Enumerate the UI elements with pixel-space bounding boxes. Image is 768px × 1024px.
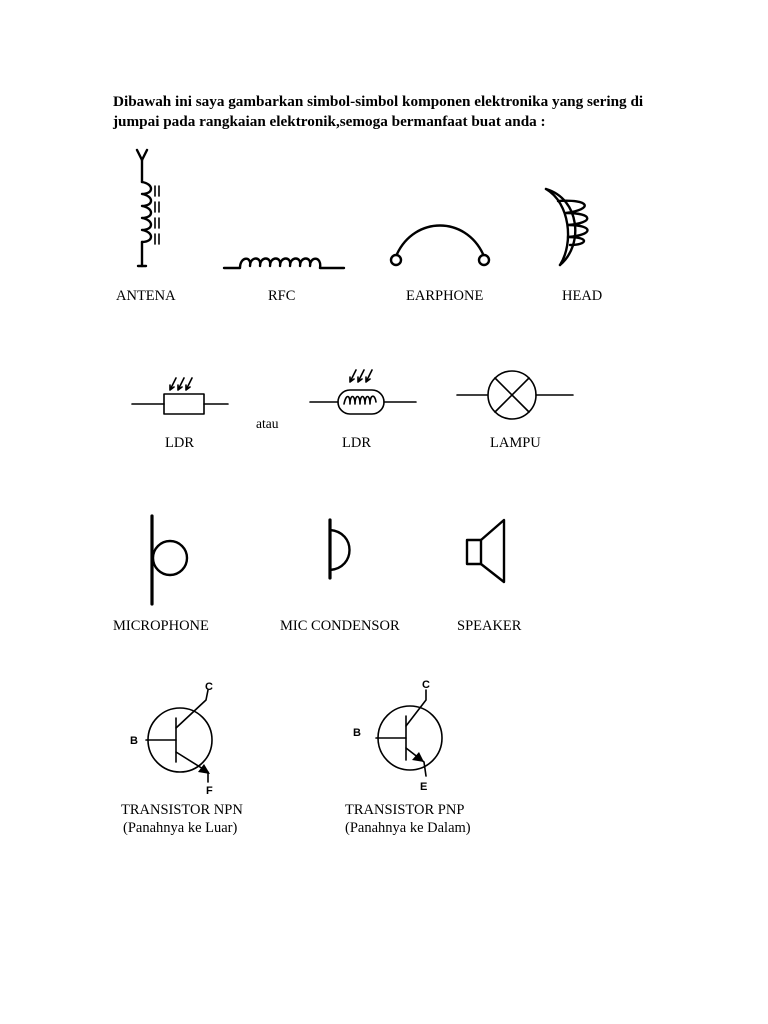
ldr-alt-symbol <box>308 368 418 418</box>
npn-pin-b: B <box>130 735 138 747</box>
label-speaker: SPEAKER <box>457 618 522 634</box>
label-lampu: LAMPU <box>490 435 541 451</box>
label-antena: ANTENA <box>116 288 176 304</box>
label-pnp-note: (Panahnya ke Dalam) <box>345 820 471 836</box>
npn-pin-c: C <box>205 681 213 693</box>
label-pnp: TRANSISTOR PNP <box>345 802 465 818</box>
pnp-pin-b: B <box>353 727 361 739</box>
speaker-symbol <box>462 514 522 586</box>
npn-pin-e: F <box>206 785 213 797</box>
pnp-pin-e: E <box>420 781 428 793</box>
label-npn-note: (Panahnya ke Luar) <box>123 820 238 836</box>
pnp-pin-c: C <box>422 679 430 691</box>
label-mic-condensor: MIC CONDENSOR <box>280 618 400 634</box>
label-atau: atau <box>256 416 279 431</box>
ldr-symbol <box>130 376 230 418</box>
earphone-symbol <box>385 220 495 272</box>
intro-line-1: Dibawah ini saya gambarkan simbol-simbol komponen elektronika yang sering di <box>113 93 644 110</box>
label-npn: TRANSISTOR NPN <box>121 802 243 818</box>
label-microphone: MICROPHONE <box>113 618 209 634</box>
label-ldr-1: LDR <box>165 435 194 451</box>
pnp-transistor-symbol <box>350 676 450 796</box>
label-ldr-2: LDR <box>342 435 371 451</box>
lamp-symbol <box>455 370 575 422</box>
label-head: HEAD <box>562 288 603 304</box>
head-symbol <box>540 185 605 270</box>
intro-paragraph <box>113 92 673 132</box>
microphone-symbol <box>144 512 194 608</box>
intro-line-2: jumpai pada rangkaian elektronik,semoga bermanfaat buat anda : <box>113 113 546 130</box>
label-earphone: EARPHONE <box>406 288 484 304</box>
antenna-symbol <box>128 148 168 276</box>
mic-condensor-symbol <box>322 516 362 584</box>
label-rfc: RFC <box>268 288 296 304</box>
npn-transistor-symbol <box>128 680 228 796</box>
rfc-coil-symbol <box>222 248 347 274</box>
